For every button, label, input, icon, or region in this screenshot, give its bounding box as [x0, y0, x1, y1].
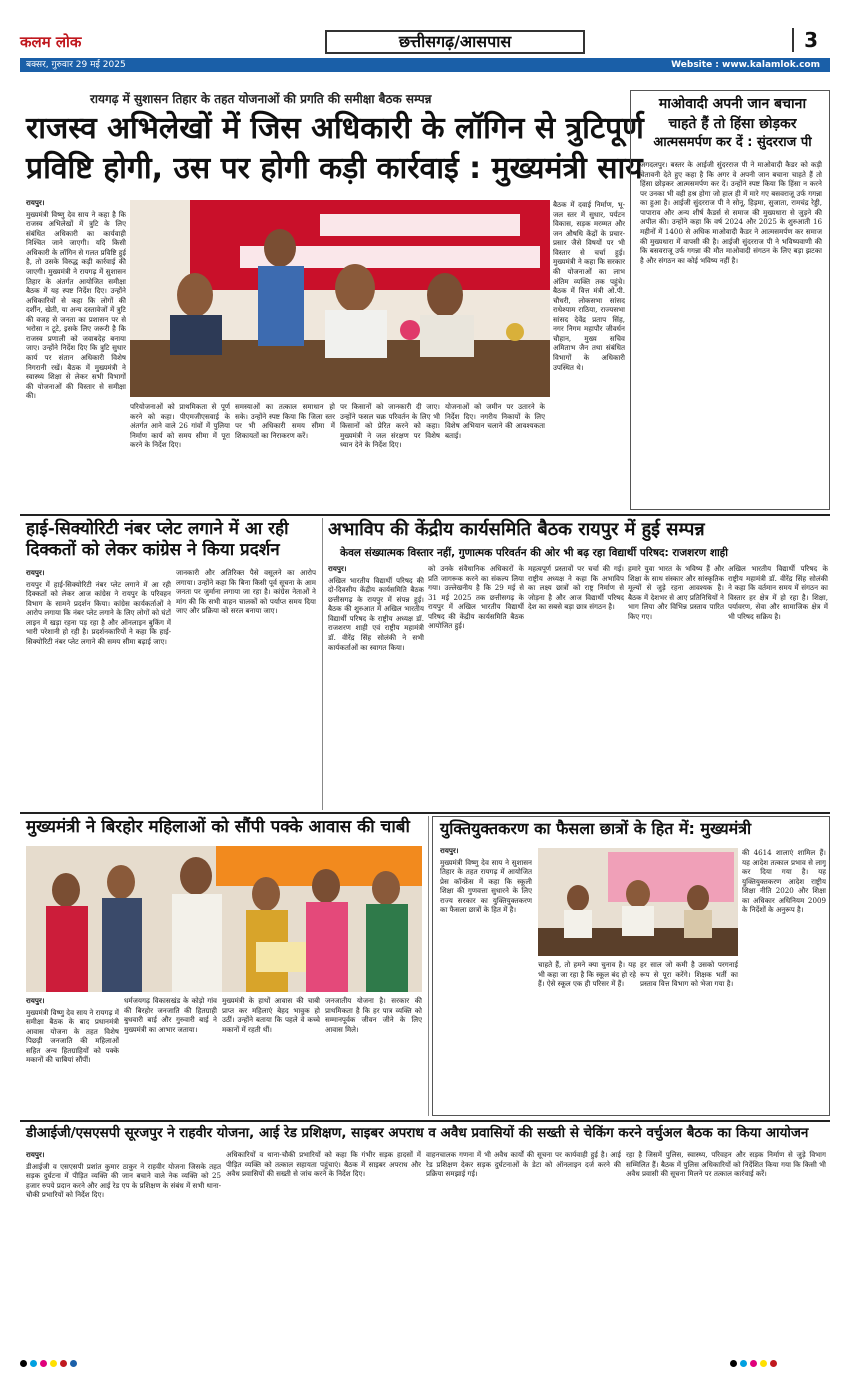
lead-headline-line1: राजस्व अभिलेखों में जिस अधिकारी के लॉगिन से त्रुटिपूर्ण [26, 111, 644, 146]
story5-column-3: हर साल जो कमी है उसको परगनाई रूप से पूरा करेंगे। शिक्षक भर्ती का प्रस्ताव वित्त विभाग को भेजा गया है। [640, 960, 738, 989]
story2-headline-1: हाई-सिक्योरिटी नंबर प्लेट लगाने में आ रही [26, 519, 289, 539]
story3-column-1 [328, 564, 424, 808]
story3-col1-text: अखिल भारतीय विद्यार्थी परिषद की दो-दिवसीय केंद्रीय कार्यसमिति बैठक छत्तीसगढ़ के रायपुर में संपन्न हुई। बैठक की शुरुआत में अखिल भारतीय विद्यार्थी परिषद के राष्ट्रीय अध्यक्ष डॉ. राजशरण शाही एवं राष्ट्रीय महामंत्री डॉ. वीरेंद्र सिंह सोलंकी ने सभी कार्यकर्ताओं का स्वागत किया। [328, 575, 424, 652]
story6-column-3: वाहनचालक गणना में भी अवैध कार्यों की सूचना पर कार्यवाही हुई है। आई रेड प्रशिक्षण देकर सड़क दुर्घटनाओं के डेटा को ऑनलाइन दर्ज करने की प्रक्रिया समझाई गई। [426, 1150, 621, 1179]
story3-dateline: रायपुर। [328, 564, 347, 573]
lead-col1-text: मुख्यमंत्री विष्णु देव साय ने कहा है कि राजस्व अभिलेखों में त्रुटि के लिए संबंधित अधिकारी का कार्यवाही निश्चित जाने जाएगी। यदि किसी अधिकारी के लॉगिन से गलत प्रविष्टि हुई है, तो उसके विरुद्ध कड़ी कार्रवाई की जाएगी। मुख्यमंत्री ने रायगढ़ में सुशासन तिहार के अंतर्गत आयोजित समीक्षा बैठक में यह स्पष्ट निर्देश दिए। उन्होंने अधिकारियों से कहा कि लोगों की दर्शीन, खेती, या अन्य दस्तावेजों में त्रुटि की वजह से जनता का प्रशासन पर से भरोसा न टूटे, इसके लिए जरूरी है कि राजस्व प्रणाली को जवाबदेह बनाया जाए। उन्होंने निर्देश दिए कि त्रुटि सुधार कार्य पर संतान अधिकारी विशेष निगरानी रखें। बैठक में मुख्यमंत्री ने स्वास्थ्य शिक्षा से लेकर सभी विभागों की योजनाओं की विस्तार से समीक्षा की। [26, 209, 126, 401]
lead-column-2: परियोजनाओं को प्राथमिकता से पूर्ण करने को कहा। पीएमजीएसवाई के अंतर्गत आने वाले 26 गांवों में पुलिया निर्माण कार्य को समय सीमा में पूरा करने के निर्देश दिए। [130, 402, 230, 450]
story4-headline: मुख्यमंत्री ने बिरहोर महिलाओं को सौंपी पक्के आवास की चाबी [26, 817, 410, 837]
story5-photo [538, 848, 738, 956]
story4-column-4: जनजातीय योजना है। सरकार की प्राथमिकता है कि हर पात्र व्यक्ति को सम्मानपूर्वक जीवन जीने के लिए आवास मिले। [325, 996, 422, 1034]
sidebox-body: जगदलपुर। बस्तर के आईजी सुंदरराज पी ने माओवादी कैडर को कड़ी चेतावनी देते हुए कहा है कि अगर वे अपनी जान बचाना चाहते हैं तो हिंसा छोड़कर आत्मसमर्पण कर दें। उन्होंने स्पष्ट किया कि हिंसा न करने पर उनका भी वही हश्र होगा जो हाल ही में मारे गए बसवराजू उर्फ गगन्ना का हुआ है। आईजी सुंदरराज पी ने सोनू, हिड़मा, सुजाता, रामचंद्र रेड्डी, पापाराव और अन्य शीर्ष कैडर्स से समाज की मुख्यधारा से जुड़ने की अपील की। उन्होंने कहा कि वर्ष 2024 और 2025 के शुरुआती 16 महीनों में 1400 से अधिक माओवादी कैडर ने आत्मसमर्पण कर समाज की मुख्यधारा में वापसी की है। आईजी सुंदरराज पी ने भविष्यवाणी की कि बसवराजू उर्फ गगन्ना की मौत माओवादी संगठन के लिए बड़ा झटका है और संगठन का कोई भविष्य नहीं है। [640, 160, 822, 265]
story6-headline: डीआईजी/एसएसपी सूरजपुर ने राहवीर योजना, आई रेड प्रशिक्षण, साइबर अपराध व अवैध प्रवासियों की सख्ती से चेकिंग करने वर्चुअल बैठक का किया आयोजन [26, 1125, 809, 1141]
story3-column-2: को उनके संवैधानिक अधिकारों के प्रति जागरूक करने का संकल्प लिया गया। उल्लेखनीय है कि 29 मई से 31 मई 2025 तक छत्तीसगढ़ के रायपुर में अखिल भारतीय विद्यार्थी परिषद की केंद्रीय कार्यसमिति बैठक आयोजित हुई। [428, 564, 524, 631]
story4-column-1 [26, 996, 119, 1114]
page-number: 3 [792, 28, 818, 52]
lead-column-6: बैठक में दवाई निर्माण, भू-जल स्तर में सुधार, पर्यटन विकास, सड़क मरम्मत और जन औषधि केंद्रों के प्रचार-प्रसार जैसे विषयों पर भी विस्तार से चर्चा हुई। मुख्यमंत्री ने कहा कि सरकार की योजनाओं का लाभ अंतिम व्यक्ति तक पहुंचे। बैठक में वित्त मंत्री ओ.पी. चौधरी, लोकसभा सांसद राधेश्याम राठिया, राज्यसभा सांसद देवेंद्र प्रताप सिंह, नगर निगम महापौर जीवर्धन चौहान, मुख्य सचिव अमिताभ जैन तथा संबंधित विभागों के अधिकारी उपस्थित थे। [553, 200, 625, 372]
sidebox-headline-3: आत्मसमर्पण कर दें : सुंदरराज पी [653, 135, 812, 150]
story3-column-4: हमारे युवा भारत के भविष्य हैं और शिक्षा के साथ संस्कार और सांस्कृतिक मूल्यों से जुड़े रहना आवश्यक है। बैठक में देशभर से आए प्रतिनिधियों ने भाग लिया और विभिन्न प्रस्ताव पारित किए गए। [628, 564, 724, 621]
story2-column-2: जानकारी और अतिरिक्त पैसे वसूलने का आरोप लगाया। उन्होंने कहा कि बिना किसी पूर्व सूचना के आम जनता पर जुर्माना लगाया जा रहा है। कांग्रेस नेताओं ने मांग की कि सभी वाहन चालकों को पर्याप्त समय दिया जाए और प्रक्रिया को सरल बनाया जाए। [176, 568, 316, 616]
lead-kicker: रायगढ़ में सुशासन तिहार के तहत योजनाओं की प्रगति की समीक्षा बैठक सम्पन्न [90, 92, 432, 106]
lead-column-5: योजनाओं को जमीन पर उतारने के निर्देश दिए। नगरीय निकायों के लिए विशेष अभियान चलाने की आवश्यकता बताई। [445, 402, 545, 440]
lead-photo [130, 200, 550, 397]
story4-dateline: रायपुर। [26, 996, 45, 1005]
story3-subhead: केवल संख्यात्मक विस्तार नहीं, गुणात्मक परिवर्तन की ओर भी बढ़ रहा विद्यार्थी परिषद: राजशरण शाही [340, 547, 728, 559]
registration-marks [20, 1352, 830, 1362]
story6-col1-text: डीआईजी व एसएसपी प्रशांत कुमार ठाकुर ने राहवीर योजना जिसके तहत सड़क दुर्घटना में पीड़ित व्यक्ति की जान बचाने वाले नेक व्यक्ति को 25 हजार रुपये प्रदान करने और आई रेड एप के प्रशिक्षण के संबंध में सभी थाना-चौकी प्रभारियों को निर्देश दिए। [26, 1161, 221, 1200]
story3-column-5: अखिल भारतीय विद्यार्थी परिषद के राष्ट्रीय महामंत्री डॉ. वीरेंद्र सिंह सोलंकी ने कहा कि वर्तमान समय में संगठन का विस्तार हर क्षेत्र में हो रहा है। शिक्षा, पर्यावरण, सेवा और सामाजिक क्षेत्र में भी परिषद सक्रिय है। [728, 564, 828, 621]
story6-column-4: रहा है जिसमें पुलिस, स्वास्थ्य, परिवहन और सड़क निर्माण से जुड़े विभाग सम्मिलित हैं। बैठक में पुलिस अधिकारियों को निर्देशित किया गया कि किसी भी अवैध प्रवासी की सूचना मिलने पर तत्काल कार्रवाई करें। [626, 1150, 826, 1179]
column-rule [322, 518, 323, 810]
column-rule [428, 816, 429, 1116]
divider [20, 514, 830, 516]
divider [20, 1120, 830, 1122]
story5-column-1 [440, 846, 532, 1112]
story3-headline: अभाविप की केंद्रीय कार्यसमिति बैठक रायपुर में हुई सम्पन्न [328, 519, 705, 540]
sidebox-headline-1: माओवादी अपनी जान बचाना [658, 96, 807, 112]
section-name: छत्तीसगढ़/आसपास [325, 30, 585, 54]
lead-dateline: रायपुर। [26, 198, 45, 207]
registration-marks-right [730, 1352, 830, 1362]
masthead [20, 28, 830, 70]
story6-column-2: अधिकारियों व थाना-चौकी प्रभारियों को कहा कि गंभीर सड़क हादसों में पीड़ित व्यक्ति को तत्काल सहायता पहुंचाएं। बैठक में साइबर अपराध और अवैध प्रवासियों की सख्ती से जांच करने के निर्देश दिए। [226, 1150, 421, 1179]
lead-column-1 [26, 198, 126, 510]
story2-col1-text: रायपुर में हाई-सिक्योरिटी नंबर प्लेट लगाने में आ रही दिक्कतों को लेकर आज कांग्रेस ने रायपुर के परिवहन विभाग के सामने प्रदर्शन किया। कांग्रेस कार्यकर्ताओं ने आरोप लगाया कि नंबर प्लेट लगाने के लिए लोगों को घंटों लाइन में खड़ा रहना पड़ रहा है और ऑनलाइन बुकिंग में भारी परेशानी हो रही है। प्रदर्शनकारियों ने कहा कि हाई-सिक्योरिटी नंबर प्लेट लगाने की समय सीमा बढ़ाई जाए। [26, 579, 171, 646]
story5-headline: युक्तियुक्तकरण का फैसला छात्रों के हित में: मुख्यमंत्री [440, 819, 752, 838]
issue-date: बक्सर, गुरुवार 29 मई 2025 [26, 60, 126, 70]
paper-title: कलम लोक [20, 33, 82, 51]
story4-column-2: धर्मजयगढ़ विकासखंड के कोड़ो गांव की बिरहोर जनजाति की हितग्राही बुधवारी बाई और गुरुवारी बाई ने मुख्यमंत्री का आभार जताया। [124, 996, 217, 1034]
story5-col1-text: मुख्यमंत्री विष्णु देव साय ने सुशासन तिहार के तहत रायगढ़ में आयोजित प्रेस कॉन्फ्रेंस में कहा कि स्कूली शिक्षा की गुणवत्ता सुधारने के लिए राज्य सरकार का युक्तियुक्तकरण का फैसला छात्रों के हित में है। [440, 857, 532, 915]
story4-column-3: मुख्यमंत्री के हाथों आवास की चाबी प्राप्त कर महिलाएं बेहद भावुक हो उठीं। उन्होंने बताया कि पहले वे कच्चे मकानों में रहती थीं। [222, 996, 320, 1034]
story6-dateline: रायपुर। [26, 1150, 45, 1159]
story5-column-4: की 4614 शालाएं शामिल हैं। यह आदेश तत्काल प्रभाव से लागू कर दिया गया है। यह युक्तियुक्तकरण आदेश राष्ट्रीय शिक्षा नीति 2020 और शिक्षा का अधिकार अधिनियम 2009 के निर्देशों के अनुरूप है। [742, 848, 826, 915]
website-link[interactable]: Website : www.kalamlok.com [671, 60, 820, 70]
story5-dateline: रायपुर। [440, 846, 459, 855]
story5-column-2: चाहते हैं, तो हमने क्या चुनाव है। यह भी कहा जा रहा है कि स्कूल बंद हो रहे हैं। ऐसे स्कूल एक ही परिसर में हैं। [538, 960, 636, 989]
sidebox-headline-2: चाहते हैं तो हिंसा छोड़कर [668, 116, 797, 132]
lead-headline-line2: प्रविष्टि होगी, उस पर होगी कड़ी कार्रवाई : मुख्यमंत्री साय [26, 151, 643, 186]
divider [20, 812, 830, 814]
story6-column-1 [26, 1150, 221, 1346]
story4-photo [26, 846, 422, 992]
lead-column-4: पर किसानों को जानकारी दी जाए। उन्होंने फसल चक्र परिवर्तन के लिए भी किसानों को प्रेरित करने को कहा। मुख्यमंत्री ने जल संरक्षण पर विशेष ध्यान देने के निर्देश दिए। [340, 402, 440, 450]
story4-col1-text: मुख्यमंत्री विष्णु देव साय ने रायगढ़ में समीक्षा बैठक के बाद प्रधानमंत्री आवास योजना के तहत विशेष पिछड़ी जनजाति की महिलाओं सहित अन्य हितग्राहियों को पक्के मकानों की चाबियां सौंपीं। [26, 1007, 119, 1065]
lead-column-3: समस्याओं का तत्काल समाधान हो सके। उन्होंने स्पष्ट किया कि जिला स्तर पर भी अधिकारी समय सीमा में शिकायतों का निराकरण करें। [235, 402, 335, 440]
story2-headline-2: दिक्कतों को लेकर कांग्रेस ने किया प्रदर्शन [26, 540, 280, 560]
story2-dateline: रायपुर। [26, 568, 45, 577]
story3-column-3: महत्वपूर्ण प्रस्तावों पर चर्चा की गई। राष्ट्रीय अध्यक्ष ने कहा कि अभाविप का लक्ष्य छात्रों को राष्ट्र निर्माण से जोड़ना है और आज विद्यार्थी परिषद देश का सबसे बड़ा छात्र संगठन है। [528, 564, 624, 612]
story2-column-1 [26, 568, 171, 808]
